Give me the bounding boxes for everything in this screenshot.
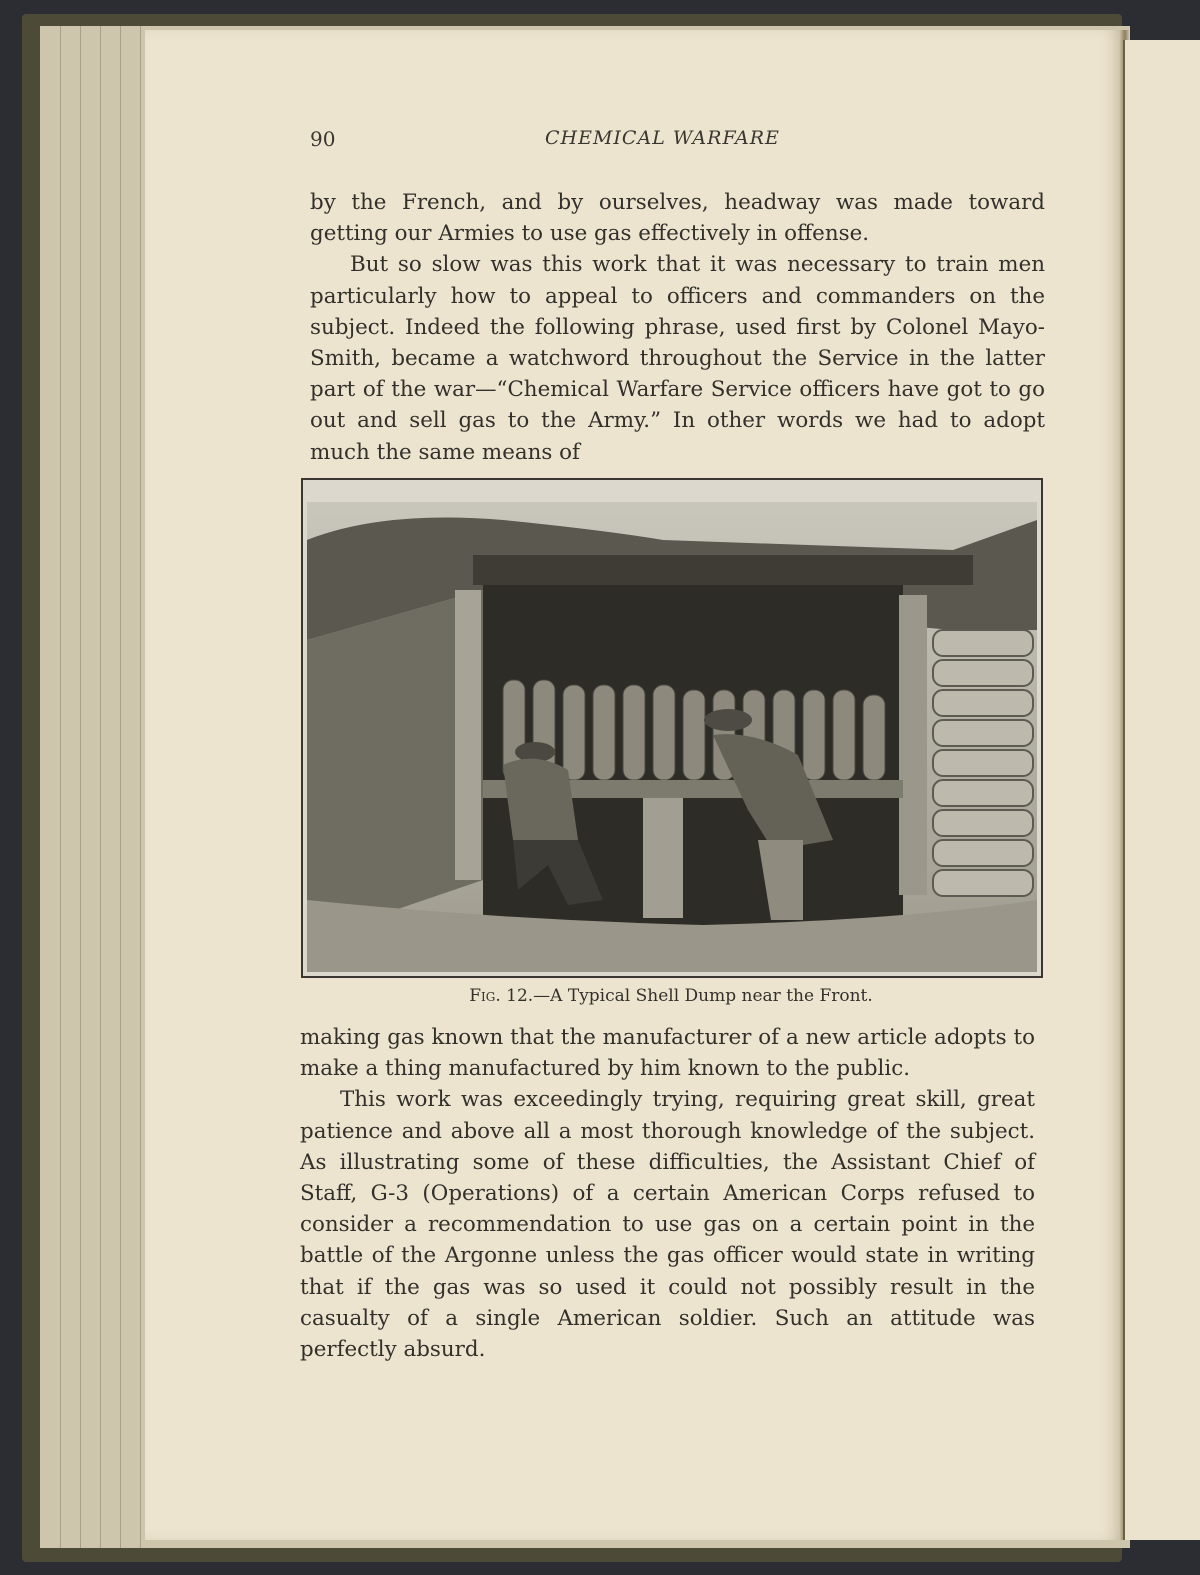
figure-label: Fig. 12. bbox=[469, 986, 534, 1006]
running-head bbox=[160, 127, 1020, 157]
text-block-top bbox=[310, 187, 1045, 468]
figure-caption-text: —A Typical Shell Dump near the Front. bbox=[533, 986, 873, 1006]
paragraph: This work was exceedingly trying, requiring great skill, great patience and above all a most thorough knowledge of the subject. As illustrating some of these difficulties, the Assistant Chief of Staff, G-3 (Operations) of a certain American Corps refused to consider a recommendation to use gas on a certain point in the battle of the Argonne unless the gas officer would state in writing that if the gas was so used it could not possibly result in the casualty of a single American soldier. Such an attitude was perfectly absurd. bbox=[300, 1087, 1035, 1363]
page-title: CHEMICAL WARFARE bbox=[545, 127, 780, 149]
page-number: 90 bbox=[310, 127, 336, 151]
paragraph: making gas known that the manufacturer of a new article adopts to make a thing manufactured by him known to the public. bbox=[300, 1025, 1035, 1082]
paragraph: But so slow was this work that it was necessary to train men particularly how to appeal to officers and commanders on the subject. Indeed the following phrase, used first by Colonel Mayo-Smith, became a watchword throughout the Service in the latter part of the war—“Chemical Warfare Service officers have got to go out and sell gas to the Army.” In other words we had to adopt much the same means of bbox=[310, 252, 1045, 465]
figure-caption bbox=[300, 986, 1042, 1006]
shell-dump-photo bbox=[303, 480, 1041, 976]
paragraph: by the French, and by ourselves, headway was made toward getting our Armies to use gas effectively in offense. bbox=[310, 190, 1045, 247]
facing-page-edge bbox=[1123, 40, 1200, 1540]
figure-photograph bbox=[301, 478, 1043, 978]
text-block-bottom bbox=[300, 1022, 1035, 1365]
